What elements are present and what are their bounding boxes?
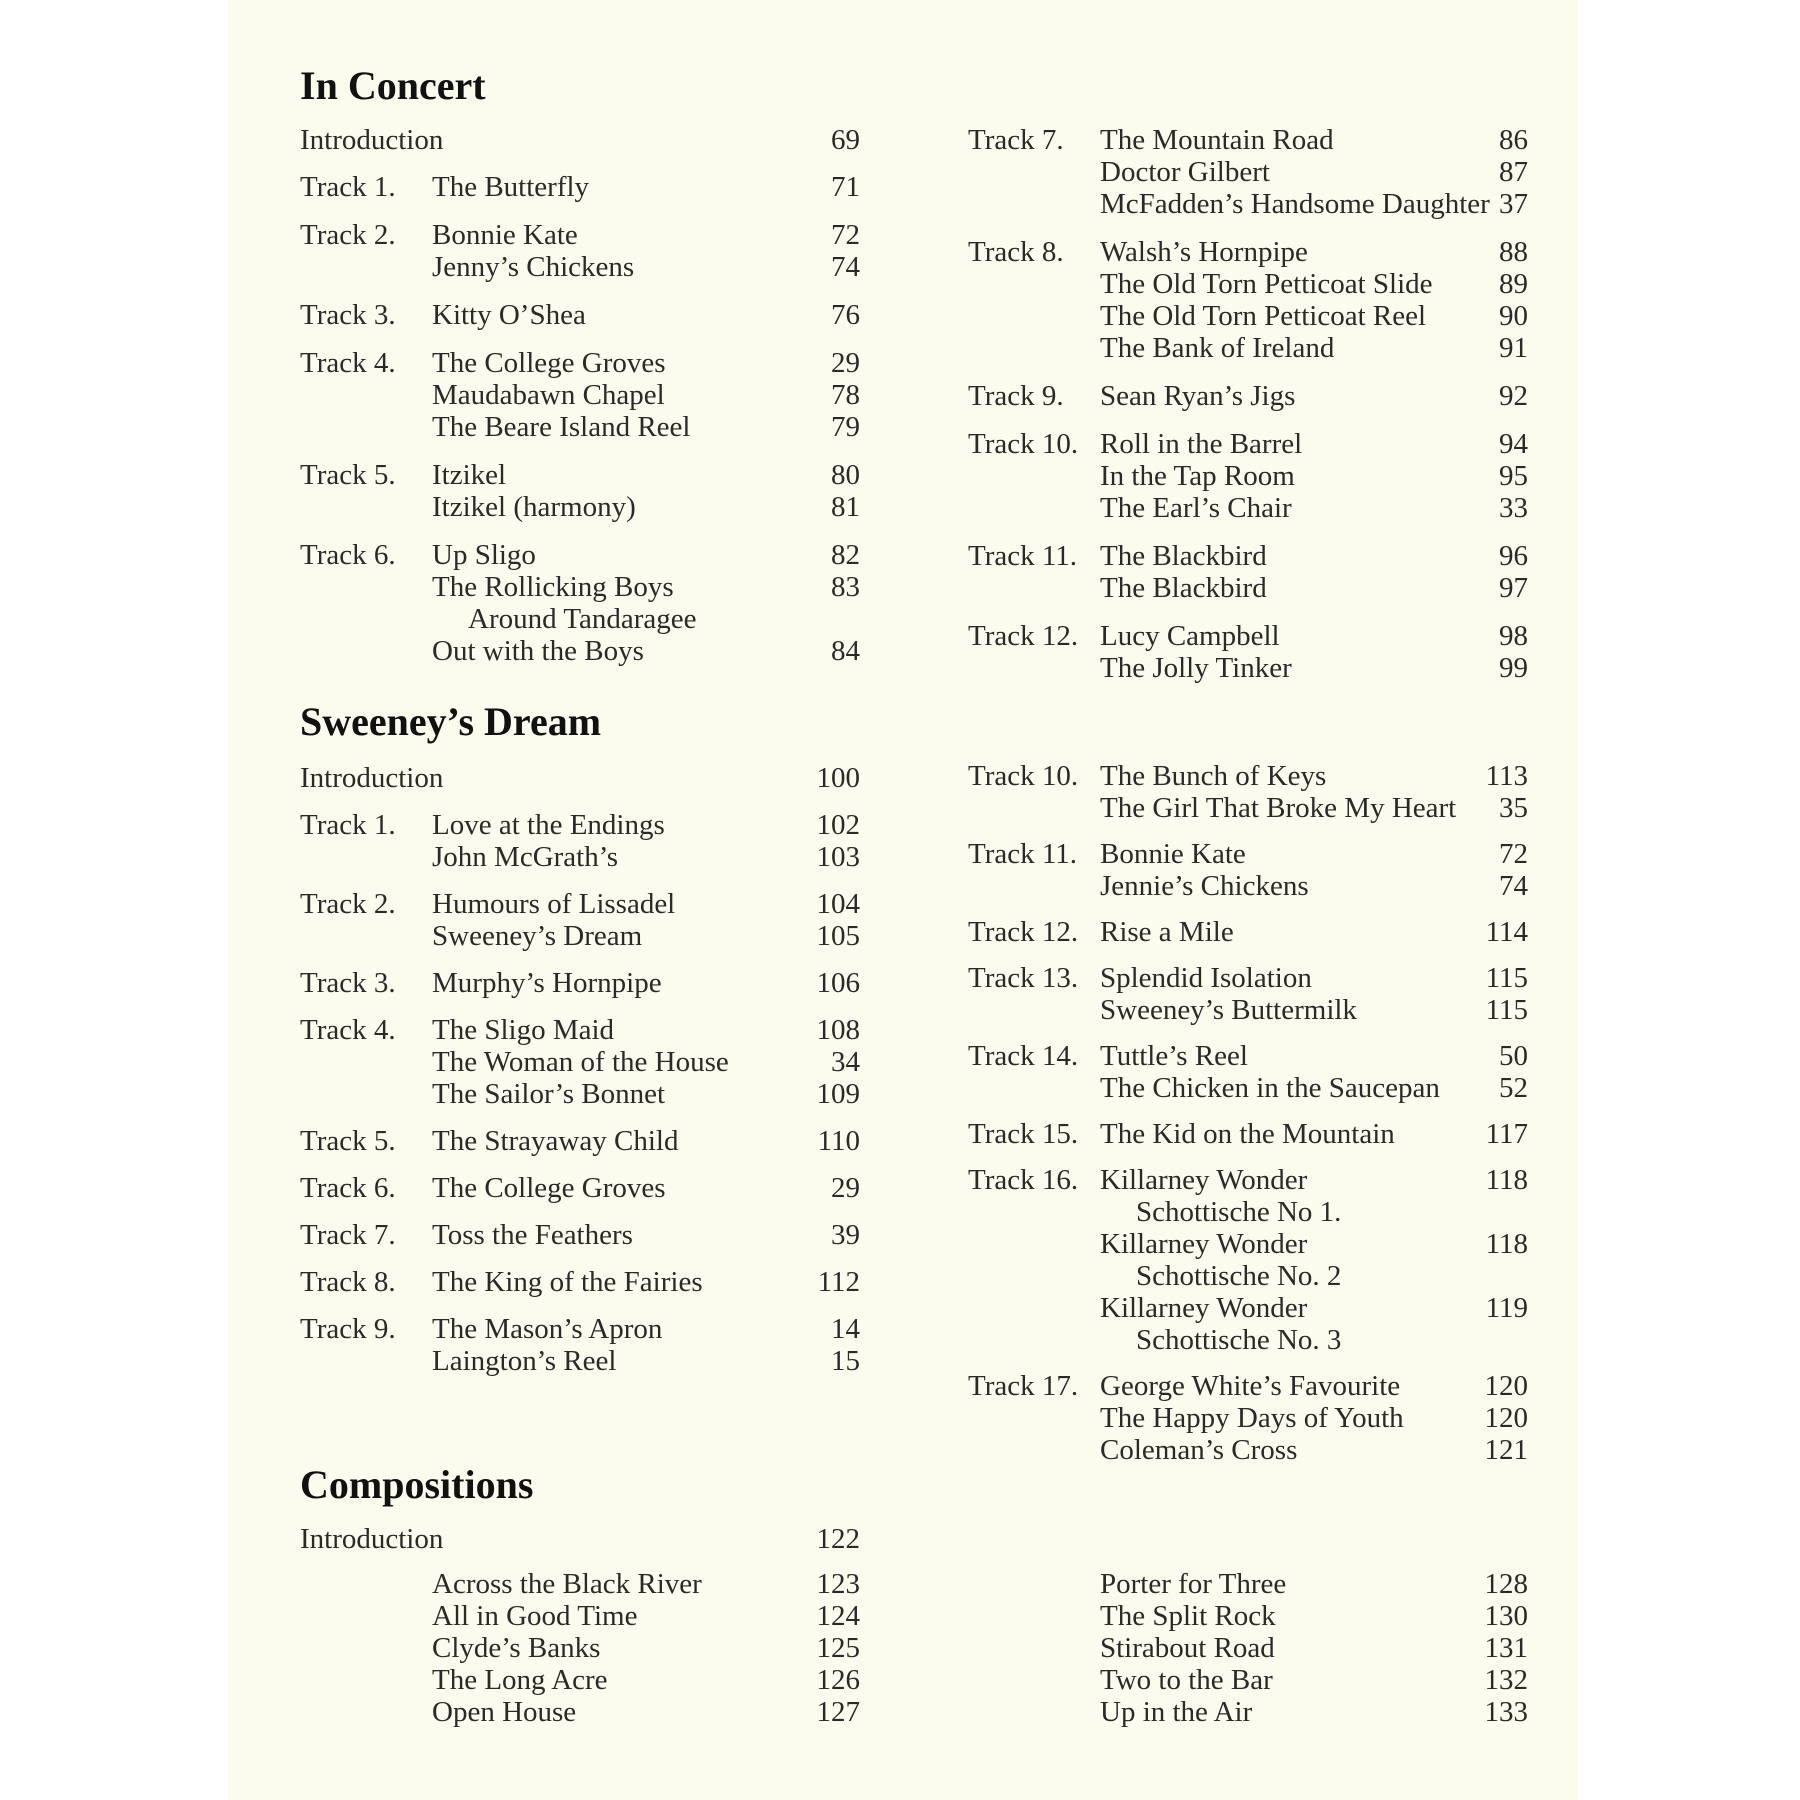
toc-entry <box>968 792 1528 824</box>
toc-entry <box>300 888 860 920</box>
entry-title: The Old Torn Petticoat Slide <box>1100 268 1433 300</box>
page-number: 87 <box>1499 156 1528 188</box>
track-label: Track 10. <box>968 760 1079 792</box>
page-number: 50 <box>1499 1040 1528 1072</box>
entry-title: Itzikel (harmony) <box>432 491 636 523</box>
track-group <box>300 459 860 523</box>
entry-subtitle: Around Tandaragee <box>468 603 697 635</box>
entry-title: Introduction <box>300 1523 444 1555</box>
entry-title: Sweeney’s Buttermilk <box>1100 994 1357 1026</box>
entry-title: The Kid on the Mountain <box>1100 1118 1395 1150</box>
toc-entry <box>968 1196 1528 1228</box>
track-label: Track 5. <box>300 1125 396 1157</box>
toc-entry <box>300 1125 860 1157</box>
entry-subtitle: Schottische No 1. <box>1136 1196 1342 1228</box>
entry-title: The Sailor’s Bonnet <box>432 1078 666 1110</box>
entry-subtitle: Schottische No. 3 <box>1136 1324 1342 1356</box>
track-label: Track 17. <box>968 1370 1079 1402</box>
page-number: 52 <box>1499 1072 1528 1104</box>
track-group <box>968 1040 1528 1104</box>
track-group <box>300 219 860 283</box>
toc-entry <box>968 1434 1528 1466</box>
track-label: Track 11. <box>968 838 1078 870</box>
page-number: 80 <box>831 459 860 491</box>
entry-title: The Bunch of Keys <box>1100 760 1327 792</box>
page-number: 79 <box>831 411 860 443</box>
compositions-left-column <box>300 1523 860 1728</box>
entry-title: Maudabawn Chapel <box>432 379 665 411</box>
page-number: 100 <box>816 762 860 794</box>
track-label: Track 9. <box>300 1313 396 1345</box>
toc-entry <box>300 1568 860 1600</box>
track-group <box>968 124 1528 220</box>
page-number: 131 <box>1484 1632 1528 1664</box>
entry-title: Laington’s Reel <box>432 1345 617 1377</box>
toc-entry <box>300 539 860 571</box>
entry-title: The Split Rock <box>1100 1600 1276 1632</box>
toc-entry <box>300 347 860 379</box>
page-number: 33 <box>1499 492 1528 524</box>
sweeneys-dream-right-column <box>968 760 1528 1466</box>
entry-subtitle: Schottische No. 2 <box>1136 1260 1342 1292</box>
entry-title: Up in the Air <box>1100 1696 1253 1728</box>
track-label: Track 15. <box>968 1118 1079 1150</box>
page-number: 96 <box>1499 540 1528 572</box>
toc-entry <box>968 994 1528 1026</box>
toc-entry <box>968 620 1528 652</box>
page-number: 94 <box>1499 428 1528 460</box>
in-concert-left-column <box>300 124 860 667</box>
track-label: Track 7. <box>300 1219 396 1251</box>
page-number: 118 <box>1485 1164 1528 1196</box>
page-number: 72 <box>1499 838 1528 870</box>
page-number: 118 <box>1485 1228 1528 1260</box>
entry-title: Killarney Wonder <box>1100 1292 1308 1324</box>
entry-title: Porter for Three <box>1100 1568 1287 1600</box>
page-number: 78 <box>831 379 860 411</box>
toc-entry <box>968 838 1528 870</box>
page-number: 122 <box>816 1523 860 1555</box>
toc-entry <box>300 379 860 411</box>
page-number: 115 <box>1485 994 1528 1026</box>
track-group <box>300 809 860 873</box>
entry-title: The Blackbird <box>1100 572 1267 604</box>
page-number: 115 <box>1485 962 1528 994</box>
page-number: 108 <box>816 1014 860 1046</box>
page-number: 97 <box>1499 572 1528 604</box>
entry-title: Splendid Isolation <box>1100 962 1312 994</box>
entry-title: The Sligo Maid <box>432 1014 615 1046</box>
entry-title: Toss the Feathers <box>432 1219 633 1251</box>
page-number: 76 <box>831 299 860 331</box>
track-group <box>300 888 860 952</box>
toc-entry <box>300 299 860 331</box>
toc-entry <box>968 332 1528 364</box>
track-group <box>968 838 1528 902</box>
toc-entry <box>968 870 1528 902</box>
track-label: Track 10. <box>968 428 1079 460</box>
track-group <box>968 540 1528 604</box>
track-label: Track 1. <box>300 809 396 841</box>
entry-title: John McGrath’s <box>432 841 619 873</box>
entry-title: Jenny’s Chickens <box>432 251 635 283</box>
toc-entry <box>968 1164 1528 1196</box>
page-number: 128 <box>1484 1568 1528 1600</box>
track-group <box>968 760 1528 824</box>
track-label: Track 1. <box>300 171 396 203</box>
toc-entry <box>968 1040 1528 1072</box>
entry-title: Killarney Wonder <box>1100 1228 1308 1260</box>
page-number: 35 <box>1499 792 1528 824</box>
entry-title: Sean Ryan’s Jigs <box>1100 380 1296 412</box>
page-number: 34 <box>831 1046 860 1078</box>
toc-entry <box>968 916 1528 948</box>
toc-entry <box>968 1228 1528 1260</box>
toc-entry <box>300 411 860 443</box>
page-number: 103 <box>816 841 860 873</box>
track-group <box>300 1125 860 1157</box>
toc-entry <box>968 1292 1528 1324</box>
entry-title: McFadden’s Handsome Daughter <box>1100 188 1490 220</box>
page-number: 124 <box>816 1600 860 1632</box>
toc-entry <box>968 760 1528 792</box>
track-group <box>300 1172 860 1204</box>
page-number: 91 <box>1499 332 1528 364</box>
entry-title: The Old Torn Petticoat Reel <box>1100 300 1427 332</box>
page-number: 117 <box>1485 1118 1528 1150</box>
entry-title: The Bank of Ireland <box>1100 332 1335 364</box>
entry-title: In the Tap Room <box>1100 460 1295 492</box>
page-number: 104 <box>816 888 860 920</box>
toc-row-introduction <box>300 762 860 794</box>
toc-entry <box>300 635 860 667</box>
toc-entry <box>300 1632 860 1664</box>
track-group <box>300 1014 860 1110</box>
toc-entry <box>968 1664 1528 1696</box>
toc-entry <box>300 1600 860 1632</box>
entry-title: All in Good Time <box>432 1600 638 1632</box>
toc-entry <box>968 1696 1528 1728</box>
entry-title: Bonnie Kate <box>432 219 578 251</box>
in-concert-right-column <box>968 124 1528 684</box>
page-number: 112 <box>817 1266 860 1298</box>
page-number: 95 <box>1499 460 1528 492</box>
page-number: 130 <box>1484 1600 1528 1632</box>
page-number: 110 <box>817 1125 860 1157</box>
page-number: 121 <box>1484 1434 1528 1466</box>
entry-title: The Happy Days of Youth <box>1100 1402 1404 1434</box>
entry-title: Lucy Campbell <box>1100 620 1280 652</box>
track-group <box>968 1164 1528 1356</box>
track-label: Track 12. <box>968 620 1079 652</box>
page-number: 109 <box>816 1078 860 1110</box>
toc-row-introduction <box>300 1523 860 1555</box>
entry-title: The Rollicking Boys <box>432 571 674 603</box>
entry-title: Tuttle’s Reel <box>1100 1040 1248 1072</box>
entry-title: The Woman of the House <box>432 1046 729 1078</box>
page-number: 39 <box>831 1219 860 1251</box>
page-number: 82 <box>831 539 860 571</box>
entry-title: The Long Acre <box>432 1664 608 1696</box>
toc-entry <box>300 967 860 999</box>
toc-entry <box>968 1260 1528 1292</box>
toc-entry <box>968 652 1528 684</box>
toc-entry <box>300 809 860 841</box>
section-heading-in-concert: In Concert <box>300 63 486 108</box>
track-group <box>968 236 1528 364</box>
track-label: Track 4. <box>300 1014 396 1046</box>
track-label: Track 8. <box>300 1266 396 1298</box>
toc-entry <box>300 459 860 491</box>
track-label: Track 6. <box>300 539 396 571</box>
page-number: 90 <box>1499 300 1528 332</box>
track-group <box>968 620 1528 684</box>
entry-title: Bonnie Kate <box>1100 838 1246 870</box>
entry-title: Rise a Mile <box>1100 916 1234 948</box>
page-number: 37 <box>1499 188 1528 220</box>
toc-entry <box>968 540 1528 572</box>
entry-title: Kitty O’Shea <box>432 299 586 331</box>
toc-entry <box>968 428 1528 460</box>
section-heading-sweeneys-dream: Sweeney’s Dream <box>300 699 602 744</box>
toc-entry <box>300 603 860 635</box>
entry-title: Murphy’s Hornpipe <box>432 967 662 999</box>
entry-title: The Chicken in the Saucepan <box>1100 1072 1440 1104</box>
track-label: Track 2. <box>300 219 396 251</box>
page-number: 126 <box>816 1664 860 1696</box>
entry-title: Up Sligo <box>432 539 536 571</box>
page-number: 92 <box>1499 380 1528 412</box>
toc-entry <box>300 1046 860 1078</box>
toc-entry <box>300 1345 860 1377</box>
page-number: 113 <box>1485 760 1528 792</box>
track-group <box>300 539 860 667</box>
toc-entry <box>968 1568 1528 1600</box>
toc-entry <box>300 219 860 251</box>
track-group <box>300 1313 860 1377</box>
entry-title: Jennie’s Chickens <box>1100 870 1309 902</box>
page-number: 102 <box>816 809 860 841</box>
page-number: 89 <box>1499 268 1528 300</box>
track-label: Track 5. <box>300 459 396 491</box>
page-number: 98 <box>1499 620 1528 652</box>
track-label: Track 16. <box>968 1164 1079 1196</box>
page-number: 133 <box>1484 1696 1528 1728</box>
toc-entry <box>300 1172 860 1204</box>
toc-entry <box>300 171 860 203</box>
track-label: Track 3. <box>300 967 396 999</box>
toc-entry <box>300 1266 860 1298</box>
page-number: 106 <box>816 967 860 999</box>
toc-entry <box>968 962 1528 994</box>
toc-entry <box>968 156 1528 188</box>
entry-title: Humours of Lissadel <box>432 888 676 920</box>
track-group <box>300 347 860 443</box>
track-label: Track 3. <box>300 299 396 331</box>
entry-title: Itzikel <box>432 459 507 491</box>
page-number: 125 <box>816 1632 860 1664</box>
toc-entry <box>968 300 1528 332</box>
entry-title: Killarney Wonder <box>1100 1164 1308 1196</box>
toc-entry <box>968 1072 1528 1104</box>
toc-entry <box>968 1632 1528 1664</box>
page-number: 132 <box>1484 1664 1528 1696</box>
toc-entry <box>968 1600 1528 1632</box>
page-number: 83 <box>831 571 860 603</box>
entry-title: Stirabout Road <box>1100 1632 1275 1664</box>
toc-entry <box>300 841 860 873</box>
compositions-right-column <box>968 1568 1528 1728</box>
track-label: Track 11. <box>968 540 1078 572</box>
track-label: Track 7. <box>968 124 1064 156</box>
page-number: 114 <box>1485 916 1528 948</box>
page-number: 119 <box>1485 1292 1528 1324</box>
entry-title: Coleman’s Cross <box>1100 1434 1298 1466</box>
entry-title: The Mason’s Apron <box>432 1313 663 1345</box>
toc-entry <box>300 1313 860 1345</box>
toc-entry <box>968 1370 1528 1402</box>
entry-title: The Girl That Broke My Heart <box>1100 792 1457 824</box>
track-label: Track 8. <box>968 236 1064 268</box>
entry-title: Walsh’s Hornpipe <box>1100 236 1308 268</box>
entry-title: The Mountain Road <box>1100 124 1334 156</box>
entry-title: The Butterfly <box>432 171 590 203</box>
track-label: Track 9. <box>968 380 1064 412</box>
page-number: 69 <box>831 124 860 156</box>
track-group <box>968 1568 1528 1728</box>
entry-title: Clyde’s Banks <box>432 1632 601 1664</box>
entry-title: The King of the Fairies <box>432 1266 703 1298</box>
page-number: 86 <box>1499 124 1528 156</box>
page-number: 14 <box>831 1313 860 1345</box>
entry-title: The College Groves <box>432 347 666 379</box>
entry-title: The Strayaway Child <box>432 1125 679 1157</box>
toc-entry <box>968 492 1528 524</box>
track-group <box>300 299 860 331</box>
toc-entry <box>968 380 1528 412</box>
page-number: 123 <box>816 1568 860 1600</box>
track-group <box>300 1266 860 1298</box>
toc-entry <box>968 268 1528 300</box>
entry-title: Doctor Gilbert <box>1100 156 1270 188</box>
toc-row-introduction <box>300 124 860 156</box>
toc-entry <box>300 491 860 523</box>
entry-title: The Jolly Tinker <box>1100 652 1292 684</box>
page-number: 99 <box>1499 652 1528 684</box>
toc-entry <box>300 251 860 283</box>
track-group <box>300 1568 860 1728</box>
track-group <box>968 380 1528 412</box>
toc-entry <box>300 1664 860 1696</box>
track-label: Track 12. <box>968 916 1079 948</box>
toc-entry <box>968 124 1528 156</box>
entry-title: The Blackbird <box>1100 540 1267 572</box>
page-number: 74 <box>1499 870 1528 902</box>
page-number: 120 <box>1484 1370 1528 1402</box>
toc-entry <box>300 920 860 952</box>
entry-title: Two to the Bar <box>1100 1664 1273 1696</box>
page-number: 71 <box>831 171 860 203</box>
track-group <box>968 1118 1528 1150</box>
toc-entry <box>300 571 860 603</box>
toc-entry <box>968 1402 1528 1434</box>
entry-title: George White’s Favourite <box>1100 1370 1401 1402</box>
entry-title: Introduction <box>300 124 444 156</box>
page-number: 29 <box>831 347 860 379</box>
entry-title: Out with the Boys <box>432 635 644 667</box>
toc-entry <box>300 1696 860 1728</box>
track-group <box>300 1219 860 1251</box>
track-group <box>968 916 1528 948</box>
entry-title: Roll in the Barrel <box>1100 428 1303 460</box>
page-number: 81 <box>831 491 860 523</box>
entry-title: Introduction <box>300 762 444 794</box>
entry-title: Sweeney’s Dream <box>432 920 643 952</box>
entry-title: Love at the Endings <box>432 809 665 841</box>
toc-entry <box>968 188 1528 220</box>
track-group <box>968 962 1528 1026</box>
track-label: Track 14. <box>968 1040 1079 1072</box>
track-group <box>300 967 860 999</box>
toc-entry <box>300 1078 860 1110</box>
entry-title: Open House <box>432 1696 577 1728</box>
toc-entry <box>968 572 1528 604</box>
page-number: 84 <box>831 635 860 667</box>
toc-entry <box>300 1219 860 1251</box>
track-label: Track 2. <box>300 888 396 920</box>
section-heading-compositions: Compositions <box>300 1462 534 1507</box>
page-number: 120 <box>1484 1402 1528 1434</box>
track-label: Track 4. <box>300 347 396 379</box>
toc-entry <box>968 1324 1528 1356</box>
entry-title: Across the Black River <box>432 1568 702 1600</box>
track-group <box>968 1370 1528 1466</box>
track-group <box>300 171 860 203</box>
toc-entry <box>968 236 1528 268</box>
page-number: 29 <box>831 1172 860 1204</box>
entry-title: The Beare Island Reel <box>432 411 691 443</box>
page-number: 127 <box>816 1696 860 1728</box>
entry-title: The College Groves <box>432 1172 666 1204</box>
toc-entry <box>968 1118 1528 1150</box>
track-label: Track 13. <box>968 962 1079 994</box>
page-number: 72 <box>831 219 860 251</box>
page-number: 105 <box>816 920 860 952</box>
sweeneys-dream-left-column <box>300 762 860 1377</box>
toc-entry <box>968 460 1528 492</box>
page-number: 15 <box>831 1345 860 1377</box>
entry-title: The Earl’s Chair <box>1100 492 1292 524</box>
page-number: 74 <box>831 251 860 283</box>
page-number: 88 <box>1499 236 1528 268</box>
track-label: Track 6. <box>300 1172 396 1204</box>
track-group <box>968 428 1528 524</box>
toc-entry <box>300 1014 860 1046</box>
